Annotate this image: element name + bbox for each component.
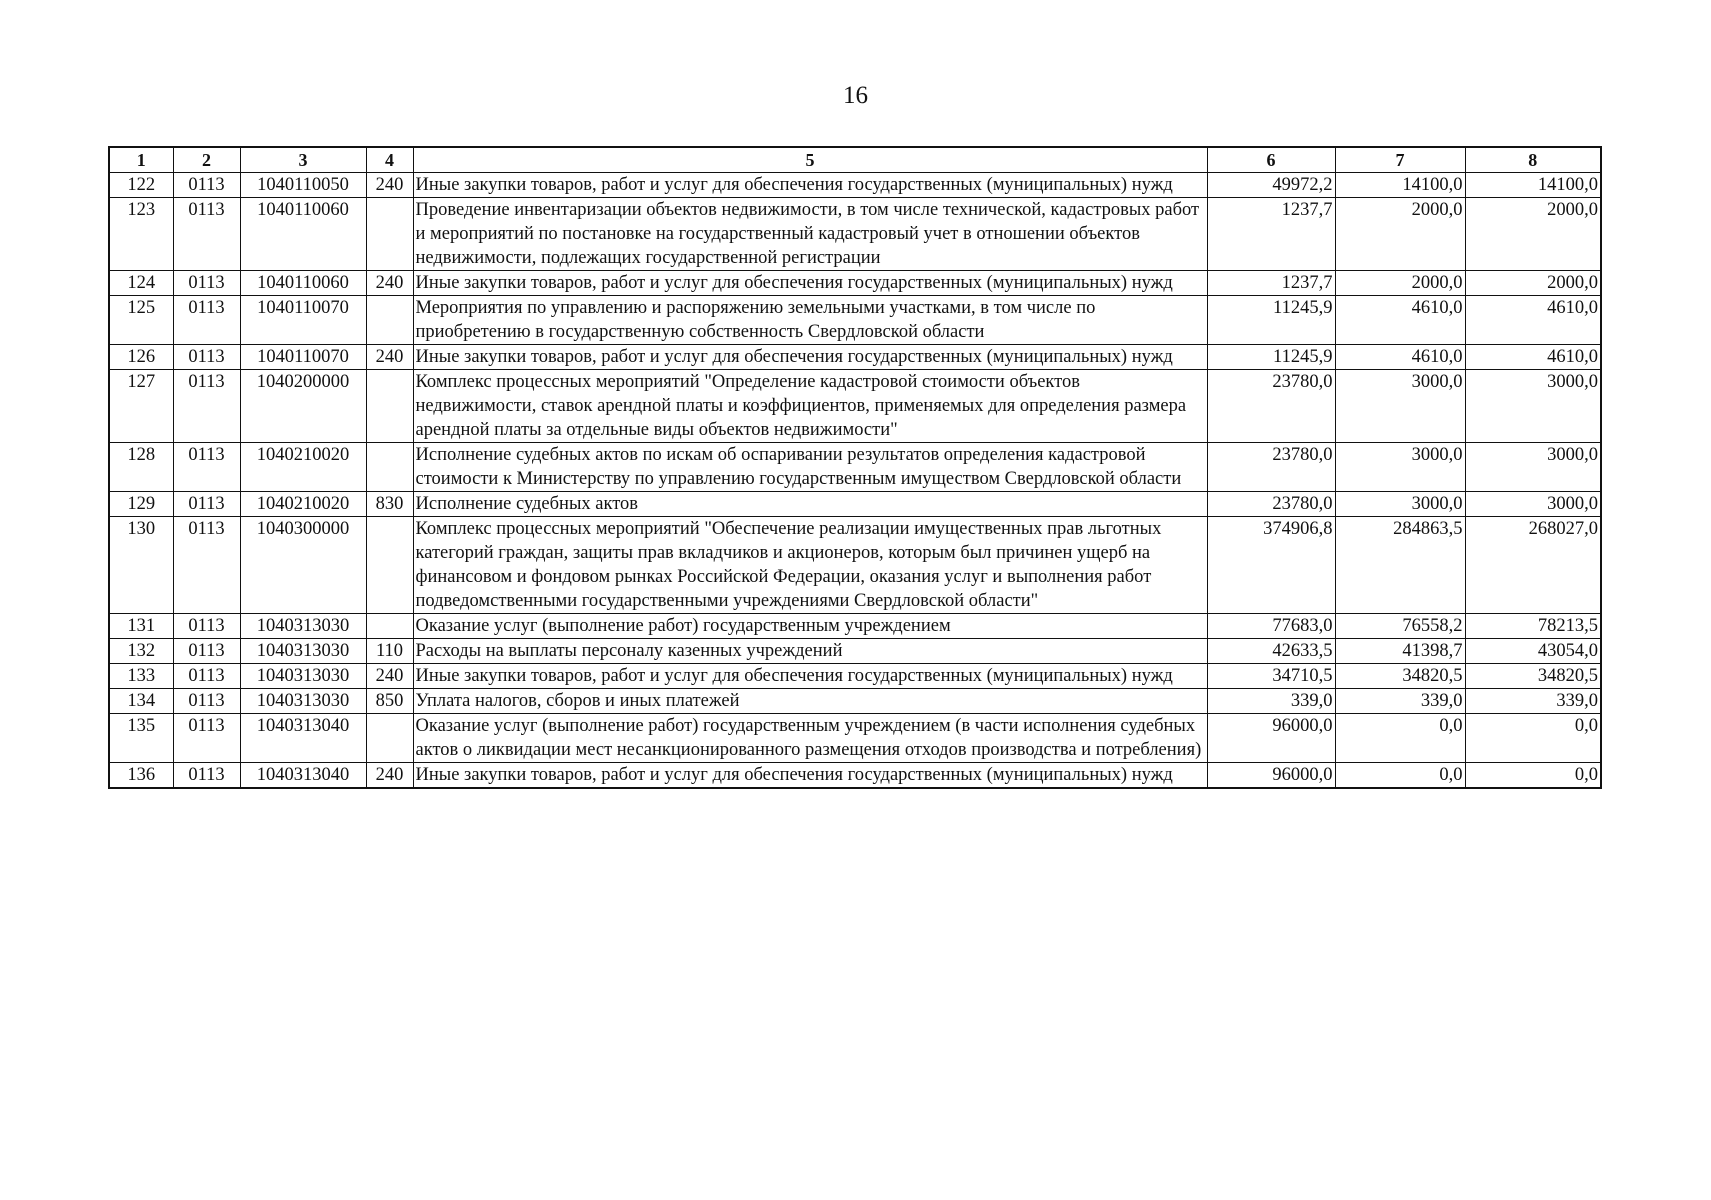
- table-row: [109, 296, 1601, 345]
- table-row: [109, 639, 1601, 664]
- table-row: [109, 763, 1601, 789]
- section-code: 0113: [173, 271, 240, 296]
- amount-col-6: 23780,0: [1207, 492, 1335, 517]
- amount-col-8: 3000,0: [1465, 492, 1601, 517]
- target-article-code: 1040313030: [240, 639, 366, 664]
- item-name: Мероприятия по управлению и распоряжению земельными участками, в том числе по приобретению в государственную собственность Свердловской области: [413, 296, 1207, 345]
- section-code: 0113: [173, 639, 240, 664]
- section-code: 0113: [173, 492, 240, 517]
- table-header-row: [109, 147, 1601, 173]
- amount-col-7: 4610,0: [1335, 296, 1465, 345]
- table-row: [109, 492, 1601, 517]
- table-row: [109, 173, 1601, 198]
- section-code: 0113: [173, 296, 240, 345]
- table-row: [109, 664, 1601, 689]
- expense-type-code: [366, 614, 413, 639]
- amount-col-6: 11245,9: [1207, 345, 1335, 370]
- amount-col-7: 0,0: [1335, 714, 1465, 763]
- item-name: Уплата налогов, сборов и иных платежей: [413, 689, 1207, 714]
- amount-col-8: 268027,0: [1465, 517, 1601, 614]
- amount-col-7: 3000,0: [1335, 443, 1465, 492]
- table-row: [109, 614, 1601, 639]
- amount-col-6: 49972,2: [1207, 173, 1335, 198]
- amount-col-7: 3000,0: [1335, 492, 1465, 517]
- row-number: 131: [109, 614, 173, 639]
- target-article-code: 1040313030: [240, 664, 366, 689]
- table-row: [109, 714, 1601, 763]
- expense-type-code: [366, 370, 413, 443]
- row-number: 135: [109, 714, 173, 763]
- col-header-6: 6: [1207, 147, 1335, 173]
- amount-col-7: 34820,5: [1335, 664, 1465, 689]
- target-article-code: 1040110050: [240, 173, 366, 198]
- item-name: Комплекс процессных мероприятий "Определение кадастровой стоимости объектов недвижимости, ставок арендной платы и коэффициентов, применяемых для определения размера арендной платы за отдельные виды объектов недвижимости": [413, 370, 1207, 443]
- row-number: 133: [109, 664, 173, 689]
- expense-type-code: 240: [366, 271, 413, 296]
- section-code: 0113: [173, 689, 240, 714]
- amount-col-7: 339,0: [1335, 689, 1465, 714]
- row-number: 136: [109, 763, 173, 789]
- row-number: 128: [109, 443, 173, 492]
- target-article-code: 1040210020: [240, 443, 366, 492]
- item-name: Исполнение судебных актов: [413, 492, 1207, 517]
- amount-col-6: 23780,0: [1207, 370, 1335, 443]
- row-number: 124: [109, 271, 173, 296]
- section-code: 0113: [173, 345, 240, 370]
- amount-col-8: 3000,0: [1465, 370, 1601, 443]
- expense-type-code: [366, 296, 413, 345]
- amount-col-6: 96000,0: [1207, 714, 1335, 763]
- amount-col-6: 1237,7: [1207, 198, 1335, 271]
- col-header-4: 4: [366, 147, 413, 173]
- table-row: [109, 689, 1601, 714]
- section-code: 0113: [173, 763, 240, 789]
- table-row: [109, 345, 1601, 370]
- target-article-code: 1040110070: [240, 345, 366, 370]
- table-row: [109, 271, 1601, 296]
- row-number: 123: [109, 198, 173, 271]
- amount-col-8: 43054,0: [1465, 639, 1601, 664]
- section-code: 0113: [173, 517, 240, 614]
- col-header-3: 3: [240, 147, 366, 173]
- expense-type-code: [366, 198, 413, 271]
- expense-type-code: [366, 714, 413, 763]
- target-article-code: 1040110060: [240, 198, 366, 271]
- budget-table: [108, 146, 1602, 789]
- amount-col-8: 0,0: [1465, 763, 1601, 789]
- row-number: 129: [109, 492, 173, 517]
- row-number: 125: [109, 296, 173, 345]
- target-article-code: 1040313030: [240, 689, 366, 714]
- section-code: 0113: [173, 370, 240, 443]
- amount-col-6: 23780,0: [1207, 443, 1335, 492]
- target-article-code: 1040300000: [240, 517, 366, 614]
- amount-col-6: 96000,0: [1207, 763, 1335, 789]
- expense-type-code: 850: [366, 689, 413, 714]
- expense-type-code: 240: [366, 664, 413, 689]
- amount-col-8: 34820,5: [1465, 664, 1601, 689]
- item-name: Иные закупки товаров, работ и услуг для обеспечения государственных (муниципальных) нужд: [413, 345, 1207, 370]
- target-article-code: 1040200000: [240, 370, 366, 443]
- col-header-2: 2: [173, 147, 240, 173]
- item-name: Оказание услуг (выполнение работ) государственным учреждением (в части исполнения судебных актов о ликвидации мест несанкционированного размещения отходов производства и потребления): [413, 714, 1207, 763]
- section-code: 0113: [173, 714, 240, 763]
- item-name: Иные закупки товаров, работ и услуг для обеспечения государственных (муниципальных) нужд: [413, 763, 1207, 789]
- expense-type-code: [366, 443, 413, 492]
- target-article-code: 1040110060: [240, 271, 366, 296]
- amount-col-8: 4610,0: [1465, 296, 1601, 345]
- amount-col-8: 78213,5: [1465, 614, 1601, 639]
- row-number: 126: [109, 345, 173, 370]
- expense-type-code: [366, 517, 413, 614]
- section-code: 0113: [173, 664, 240, 689]
- amount-col-8: 0,0: [1465, 714, 1601, 763]
- amount-col-6: 34710,5: [1207, 664, 1335, 689]
- section-code: 0113: [173, 443, 240, 492]
- amount-col-7: 2000,0: [1335, 271, 1465, 296]
- amount-col-7: 76558,2: [1335, 614, 1465, 639]
- amount-col-6: 374906,8: [1207, 517, 1335, 614]
- amount-col-7: 2000,0: [1335, 198, 1465, 271]
- amount-col-8: 2000,0: [1465, 198, 1601, 271]
- amount-col-8: 3000,0: [1465, 443, 1601, 492]
- item-name: Оказание услуг (выполнение работ) государственным учреждением: [413, 614, 1207, 639]
- col-header-1: 1: [109, 147, 173, 173]
- amount-col-8: 339,0: [1465, 689, 1601, 714]
- item-name: Проведение инвентаризации объектов недвижимости, в том числе технической, кадастровых работ и мероприятий по постановке на государственный кадастровый учет в отношении объектов недвижимости, подлежащих государственной регистрации: [413, 198, 1207, 271]
- row-number: 122: [109, 173, 173, 198]
- page-number: 16: [843, 82, 868, 109]
- table-row: [109, 198, 1601, 271]
- item-name: Иные закупки товаров, работ и услуг для обеспечения государственных (муниципальных) нужд: [413, 271, 1207, 296]
- col-header-5: 5: [413, 147, 1207, 173]
- row-number: 127: [109, 370, 173, 443]
- expense-type-code: 830: [366, 492, 413, 517]
- amount-col-6: 1237,7: [1207, 271, 1335, 296]
- amount-col-6: 42633,5: [1207, 639, 1335, 664]
- expense-type-code: 110: [366, 639, 413, 664]
- amount-col-7: 41398,7: [1335, 639, 1465, 664]
- expense-type-code: 240: [366, 345, 413, 370]
- target-article-code: 1040110070: [240, 296, 366, 345]
- row-number: 130: [109, 517, 173, 614]
- table-row: [109, 370, 1601, 443]
- item-name: Иные закупки товаров, работ и услуг для обеспечения государственных (муниципальных) нужд: [413, 173, 1207, 198]
- amount-col-6: 11245,9: [1207, 296, 1335, 345]
- target-article-code: 1040313030: [240, 614, 366, 639]
- target-article-code: 1040313040: [240, 714, 366, 763]
- amount-col-8: 4610,0: [1465, 345, 1601, 370]
- expense-type-code: 240: [366, 763, 413, 789]
- table-row: [109, 443, 1601, 492]
- item-name: Расходы на выплаты персоналу казенных учреждений: [413, 639, 1207, 664]
- amount-col-7: 14100,0: [1335, 173, 1465, 198]
- col-header-8: 8: [1465, 147, 1601, 173]
- row-number: 134: [109, 689, 173, 714]
- amount-col-7: 3000,0: [1335, 370, 1465, 443]
- section-code: 0113: [173, 198, 240, 271]
- amount-col-7: 4610,0: [1335, 345, 1465, 370]
- row-number: 132: [109, 639, 173, 664]
- item-name: Исполнение судебных актов по искам об оспаривании результатов определения кадастровой стоимости к Министерству по управлению государственным имуществом Свердловской области: [413, 443, 1207, 492]
- amount-col-8: 14100,0: [1465, 173, 1601, 198]
- expense-type-code: 240: [366, 173, 413, 198]
- item-name: Комплекс процессных мероприятий "Обеспечение реализации имущественных прав льготных категорий граждан, защиты прав вкладчиков и акционеров, которым был причинен ущерб на финансовом и фондовом рынках Российской Федерации, оказания услуг и выполнения работ подведомственными государственными учреждениями Свердловской области": [413, 517, 1207, 614]
- amount-col-7: 0,0: [1335, 763, 1465, 789]
- amount-col-6: 339,0: [1207, 689, 1335, 714]
- target-article-code: 1040210020: [240, 492, 366, 517]
- table-row: [109, 517, 1601, 614]
- item-name: Иные закупки товаров, работ и услуг для обеспечения государственных (муниципальных) нужд: [413, 664, 1207, 689]
- target-article-code: 1040313040: [240, 763, 366, 789]
- section-code: 0113: [173, 173, 240, 198]
- amount-col-7: 284863,5: [1335, 517, 1465, 614]
- amount-col-8: 2000,0: [1465, 271, 1601, 296]
- section-code: 0113: [173, 614, 240, 639]
- amount-col-6: 77683,0: [1207, 614, 1335, 639]
- col-header-7: 7: [1335, 147, 1465, 173]
